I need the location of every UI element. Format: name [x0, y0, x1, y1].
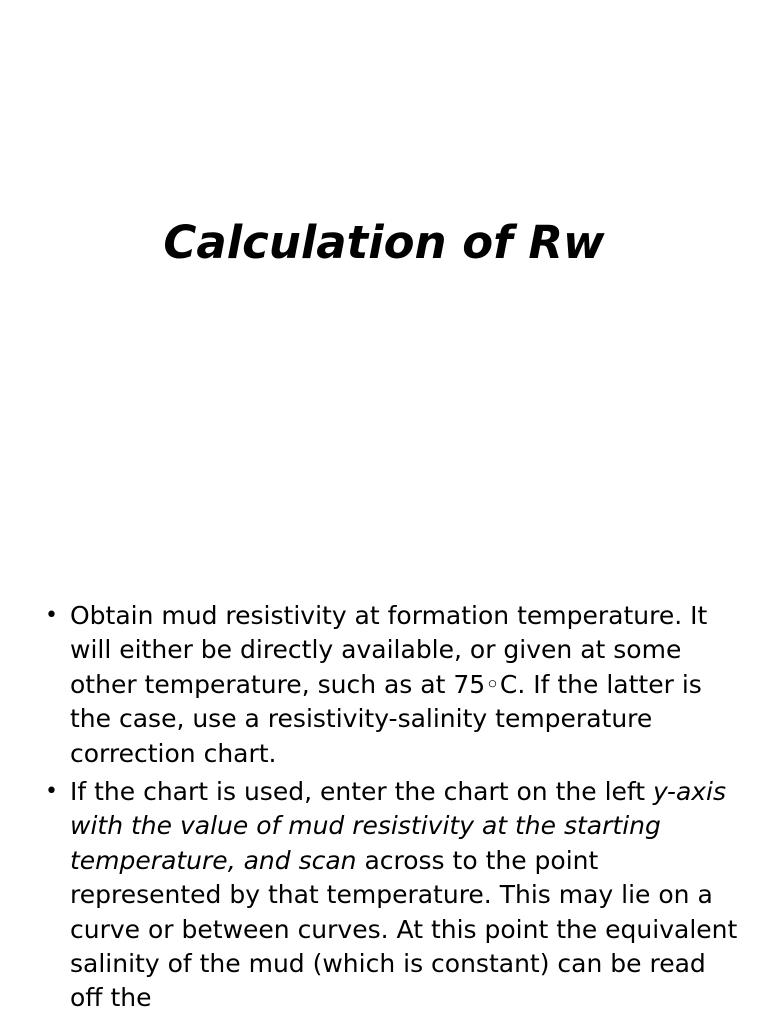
bullet-icon: • — [45, 603, 58, 628]
bullet-icon: • — [45, 779, 58, 805]
bullet-list — [45, 599, 738, 1020]
slide-title: Calculation of Rw — [163, 216, 605, 269]
bullet-text: If the chart is used, enter the chart on the left — [70, 777, 654, 807]
bullet-text: across to the point represented by that temperature. This may lie on a curve or between curves. At this point the equivalent salinity of the mud (which is constant) can be read off the — [70, 845, 738, 1013]
bullet-item — [45, 775, 738, 1016]
bullet-text-italic: y-axis with the value of mud resistivity at the starting temperature, and scan — [70, 777, 727, 875]
bullet-text: Obtain mud resistivity at formation temperature. It will either be directly available, or given at some other temperature, such as at 75◦C. If the latter is the case, use a resistivity-salinity temperature correction chart. — [70, 601, 708, 768]
bullet-item — [45, 599, 738, 771]
